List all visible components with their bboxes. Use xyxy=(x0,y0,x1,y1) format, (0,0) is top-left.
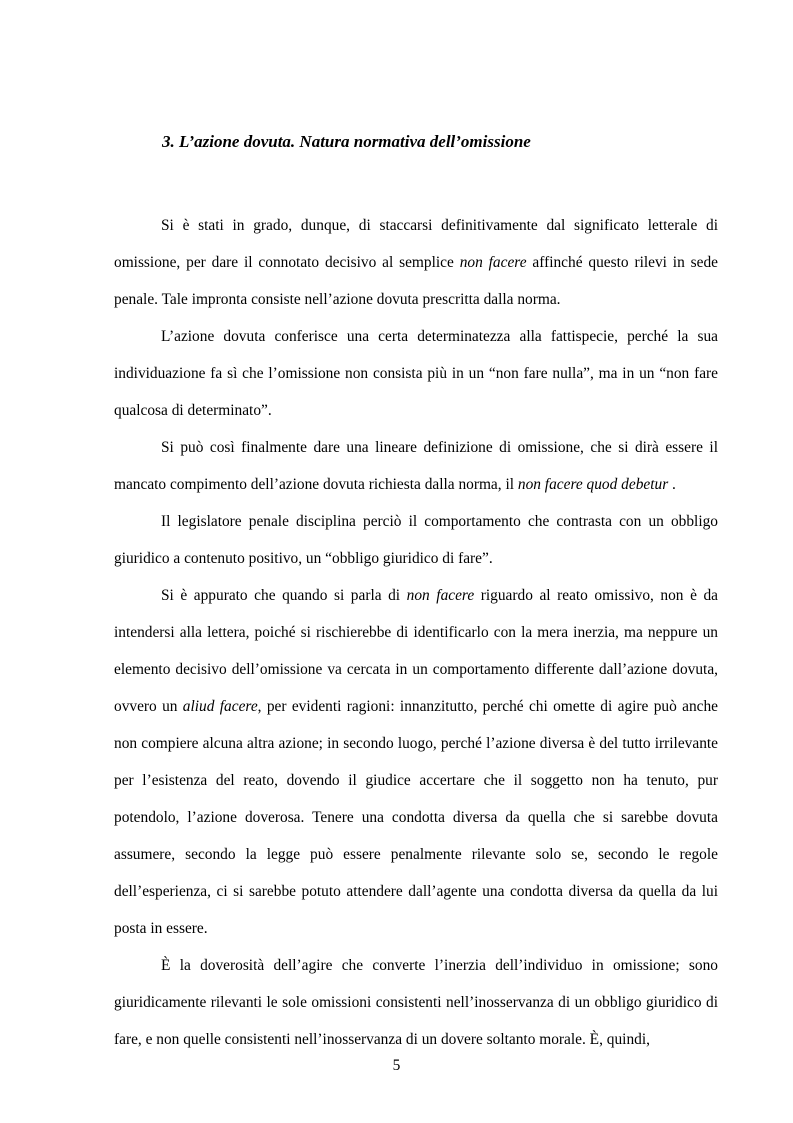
paragraph-text: Si può così finalmente dare una lineare definizione di omissione, che si dirà essere il mancato compimento dell’azione dovuta richiesta dalla norma, il xyxy=(114,439,718,493)
paragraph-2 xyxy=(114,318,718,429)
italic-term: non facere xyxy=(406,587,475,604)
paragraph-4 xyxy=(114,503,718,577)
paragraph-text: riguardo al reato omissivo, non è da intendersi alla lettera, poiché si rischierebbe di identificarlo con la mera inerzia, ma neppure un elemento decisivo dell’omissione va cercata in un comportamento differente dall’azione dovuta, ovvero un xyxy=(114,587,718,715)
page-number: 5 xyxy=(392,1057,401,1074)
body-text xyxy=(114,207,718,1058)
paragraph-1 xyxy=(114,207,718,318)
paragraph-5 xyxy=(114,577,718,947)
paragraph-3 xyxy=(114,429,718,503)
paragraph-text: , per evidenti ragioni: innanzitutto, perché chi omette di agire può anche non compiere alcuna altra azione; in secondo luogo, perché l’azione diversa è del tutto irrilevante per l’esistenza del reato, dovendo il giudice accertare che il soggetto non ha tenuto, pur potendolo, l’azione doverosa. Tenere una condotta diversa da quella che si sarebbe dovuta assumere, secondo la legge può essere penalmente rilevante solo se, secondo le regole dell’esperienza, ci si sarebbe potuto attendere dall’agente una condotta diversa da quella da lui posta in essere. xyxy=(114,698,719,937)
section-heading: 3. L’azione dovuta. Natura normativa dell’omissione xyxy=(162,132,531,151)
paragraph-text: L’azione dovuta conferisce una certa determinatezza alla fattispecie, perché la sua individuazione fa sì che l’omissione non consista più in un “non fare nulla”, ma in un “non fare qualcosa di determinato”. xyxy=(114,328,718,419)
italic-term: non facere xyxy=(459,254,527,271)
italic-term: aliud facere xyxy=(182,698,258,715)
italic-term: non facere quod debetur xyxy=(517,476,669,493)
paragraph-text: Il legislatore penale disciplina perciò il comportamento che contrasta con un obbligo giuridico a contenuto positivo, un “obbligo giuridico di fare”. xyxy=(114,513,718,567)
paragraph-text: Si è stati in grado, dunque, di staccarsi definitivamente dal significato letterale di omissione, per dare il connotato decisivo al semplice xyxy=(114,217,718,271)
paragraph-text: affinché questo rilevi in sede penale. Tale impronta consiste nell’azione dovuta prescritta dalla norma. xyxy=(114,254,718,308)
paragraph-text: Si è appurato che quando si parla di xyxy=(161,587,407,604)
paragraph-text: È la doverosità dell’agire che converte l’inerzia dell’individuo in omissione; sono giuridicamente rilevanti le sole omissioni consistenti nell’inosservanza di un obbligo giuridico di fare, e non quelle consistenti nell’inosservanza di un dovere soltanto morale. È, quindi, xyxy=(114,957,718,1048)
paragraph-text: . xyxy=(668,476,676,493)
paragraph-6 xyxy=(114,947,718,1058)
